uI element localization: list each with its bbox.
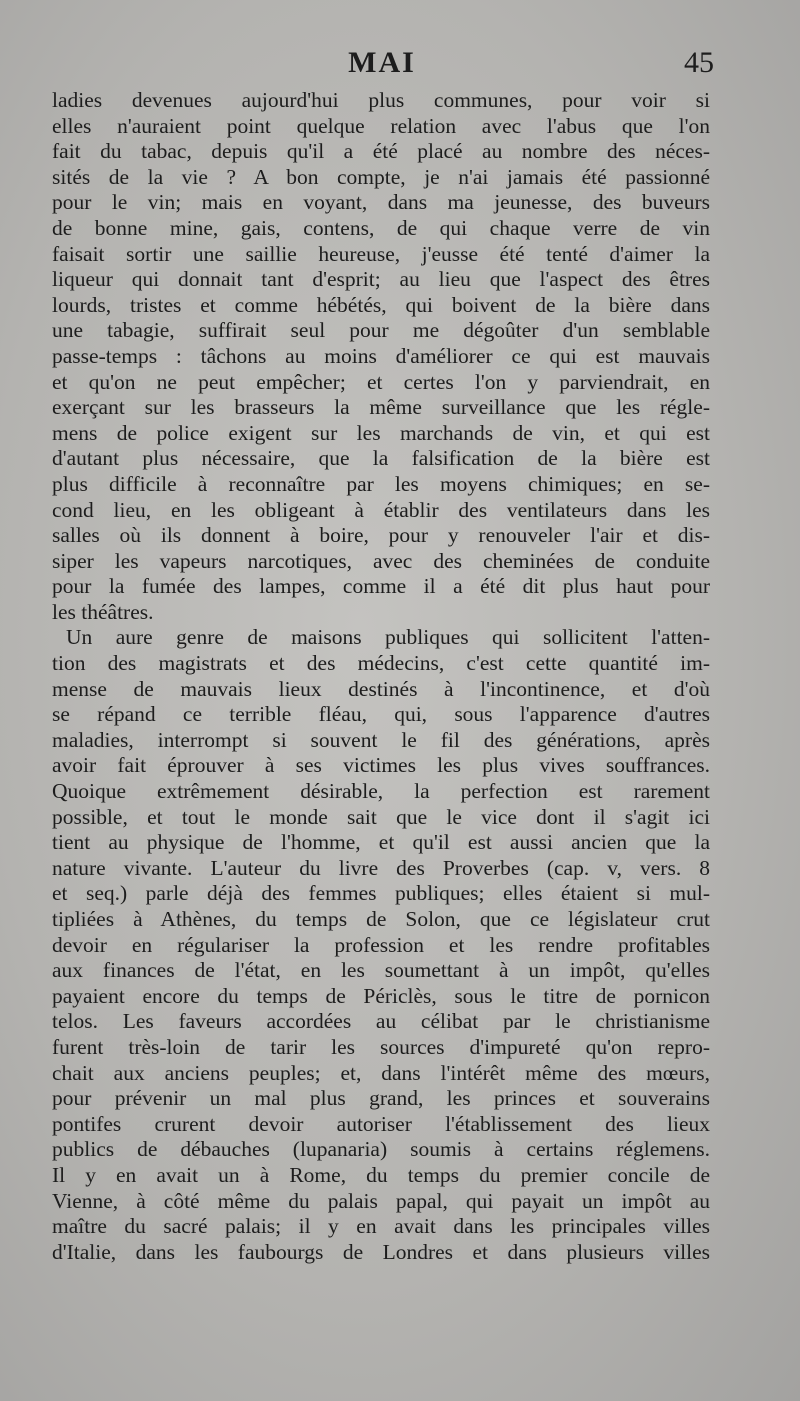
running-title: MAI [348,46,416,79]
text-line: lourds, tristes et comme hébétés, qui boivent de la bière dans [52,292,710,317]
text-line: aux finances de l'état, en les soumettant à un impôt, qu'elles [52,958,710,983]
text-line: pour la fumée des lampes, comme il a été dit plus haut pour [52,574,710,599]
text-line-paragraph-end: les théâtres. [52,599,154,624]
text-line: faisait sortir une saillie heureuse, j'eusse été tenté d'aimer la [52,241,710,266]
text-line: telos. Les faveurs accordées au célibat par le christianisme [52,1009,710,1034]
text-line: de bonne mine, gais, contens, de qui chaque verre de vin [52,215,710,240]
text-line: elles n'auraient point quelque relation avec l'abus que l'on [52,113,710,138]
text-line: avoir fait éprouver à ses victimes les plus vives souffrances. [52,753,710,778]
text-line: se répand ce terrible fléau, qui, sous l'apparence d'autres [52,702,710,727]
text-line: mens de police exigent sur les marchands de vin, et qui est [52,420,710,445]
text-line: Quoique extrêmement désirable, la perfection est rarement [52,779,710,804]
text-line: pour prévenir un mal plus grand, les princes et souverains [52,1086,710,1111]
text-line: une tabagie, suffirait seul pour me dégoûter d'un semblable [52,318,710,343]
text-line: passe-temps : tâchons au moins d'améliorer ce qui est mauvais [52,343,710,368]
text-line: possible, et tout le monde sait que le vice dont il s'agit ici [52,804,710,829]
text-line: plus difficile à reconnaître par les moyens chimiques; en se- [52,471,710,496]
text-line: maître du sacré palais; il y en avait dans les principales villes [52,1214,710,1239]
text-line: chait aux anciens peuples; et, dans l'intérêt même des mœurs, [52,1060,710,1085]
text-line: d'autant plus nécessaire, que la falsification de la bière est [52,446,710,471]
text-line: sités de la vie ? A bon compte, je n'ai jamais été passionné [52,164,710,189]
text-line: et qu'on ne peut empêcher; et certes l'on y parviendrait, en [52,369,710,394]
body-text [52,88,710,1265]
text-line: liqueur qui donnait tant d'esprit; au lieu que l'aspect des êtres [52,267,710,292]
text-line: cond lieu, en les obligeant à établir des ventilateurs dans les [52,497,710,522]
text-line: Vienne, à côté même du palais papal, qui payait un impôt au [52,1188,710,1213]
page-number: 45 [684,46,714,79]
text-line: tion des magistrats et des médecins, c'est cette quantité im- [52,651,710,676]
text-line: devoir en régulariser la profession et les rendre profitables [52,932,710,957]
text-line: furent très-loin de tarir les sources d'impureté qu'on repro- [52,1034,710,1059]
text-line: et seq.) parle déjà des femmes publiques; elles étaient si mul- [52,881,710,906]
running-head [52,46,712,82]
text-line: d'Italie, dans les faubourgs de Londres et dans plusieurs villes [52,1239,710,1264]
text-line: nature vivante. L'auteur du livre des Proverbes (cap. v, vers. 8 [52,855,710,880]
text-line: exerçant sur les brasseurs la même surveillance que les régle- [52,395,710,420]
text-line: payaient encore du temps de Périclès, sous le titre de pornicon [52,983,710,1008]
text-line: Il y en avait un à Rome, du temps du premier concile de [52,1162,710,1187]
text-line: salles où ils donnent à boire, pour y renouveler l'air et dis- [52,523,710,548]
text-line: pour le vin; mais en voyant, dans ma jeunesse, des buveurs [52,190,710,215]
text-line-paragraph-start: Un aure genre de maisons publiques qui sollicitent l'atten- [66,625,710,650]
text-line: pontifes crurent devoir autoriser l'établissement des lieux [52,1111,710,1136]
text-line: siper les vapeurs narcotiques, avec des cheminées de conduite [52,548,710,573]
text-line: mense de mauvais lieux destinés à l'incontinence, et d'où [52,676,710,701]
text-line: ladies devenues aujourd'hui plus communes, pour voir si [52,88,710,112]
text-line: publics de débauches (lupanaria) soumis à certains réglemens. [52,1137,710,1162]
text-line: fait du tabac, depuis qu'il a été placé au nombre des néces- [52,139,710,164]
text-line: tipliées à Athènes, du temps de Solon, que ce législateur crut [52,907,710,931]
text-line: tient au physique de l'homme, et qu'il est aussi ancien que la [52,830,710,855]
text-line: maladies, interrompt si souvent le fil des générations, après [52,727,710,752]
